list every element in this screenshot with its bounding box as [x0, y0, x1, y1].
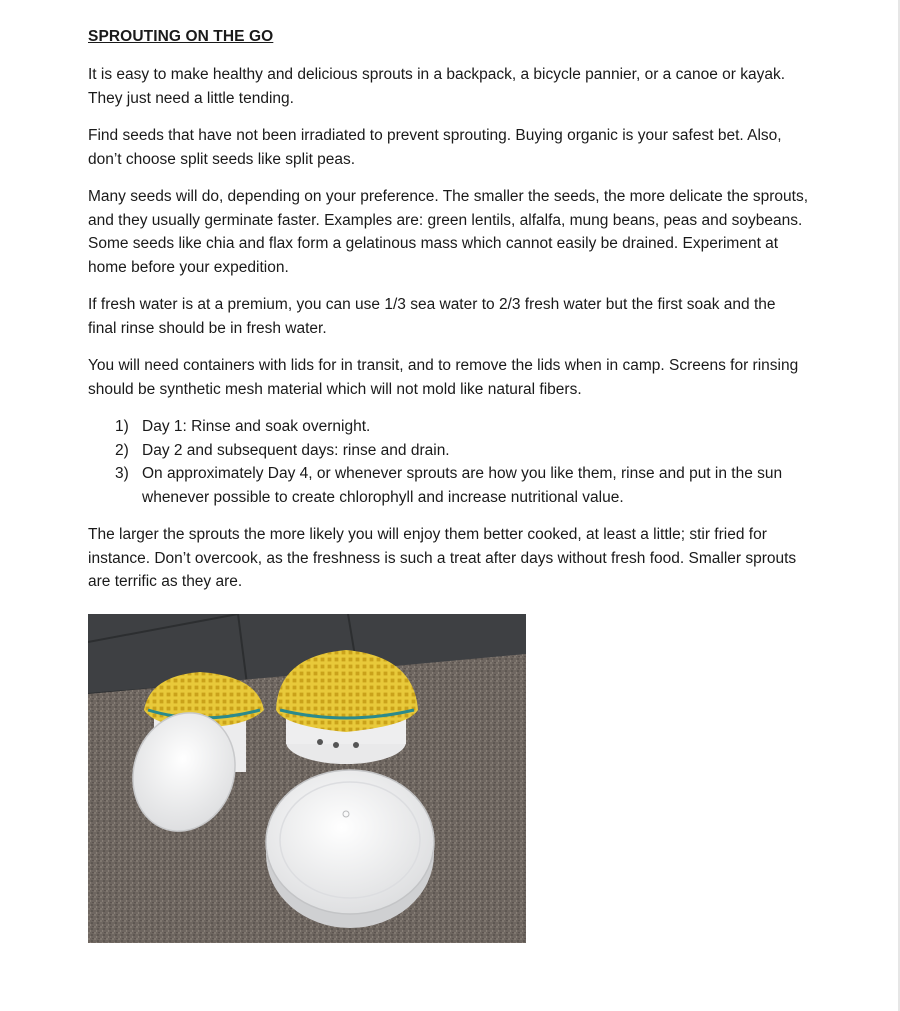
list-item: [115, 439, 808, 463]
paragraph: If fresh water is at a premium, you can use 1/3 sea water to 2/3 fresh water but the first soak and the final rinse should be in fresh water.: [88, 296, 776, 337]
list-item: [115, 415, 808, 439]
paragraph: The larger the sprouts the more likely you will enjoy them better cooked, at least a little; stir fried for instance. Don’t overcook, as the freshness is such a treat after days without fresh food. Smaller sprouts are terrific as they are.: [88, 526, 797, 590]
document-page: [88, 28, 808, 608]
sprouting-containers-photo: [88, 614, 526, 943]
step-number: 3): [115, 465, 129, 482]
step-number: 2): [115, 441, 129, 459]
step-number: 1): [115, 418, 129, 435]
container-lid: [266, 770, 434, 914]
step-text: Day 1: Rinse and soak overnight.: [142, 418, 371, 435]
step-text: On approximately Day 4, or whenever sprouts are how you like them, rinse and put in the sun whenever possible to create chlorophyll and increase nutritional value.: [142, 465, 783, 506]
paragraph: It is easy to make healthy and delicious sprouts in a backpack, a bicycle pannier, or a canoe or kayak. They just need a little tending.: [88, 66, 786, 107]
paragraph: You will need containers with lids for in transit, and to remove the lids when in camp. Screens for rinsing should be synthetic mesh material which will not mold like natural fibers.: [88, 357, 799, 398]
document-title: SPROUTING ON THE GO: [88, 28, 274, 45]
paragraph: Find seeds that have not been irradiated to prevent sprouting. Buying organic is your safest bet. Also, don’t choose split seeds like split peas.: [88, 127, 782, 168]
step-text: Day 2 and subsequent days: rinse and drain.: [142, 441, 450, 459]
list-item: [115, 462, 808, 509]
steps-list: [115, 415, 808, 509]
paragraph: Many seeds will do, depending on your preference. The smaller the seeds, the more delicate the sprouts, and they usually germinate faster. Examples are: green lentils, alfalfa, mung beans, peas and soybeans. Some seeds like chia and flax form a gelatinous mass which cannot easily be drained. Experiment at home before your expedition.: [88, 188, 809, 276]
